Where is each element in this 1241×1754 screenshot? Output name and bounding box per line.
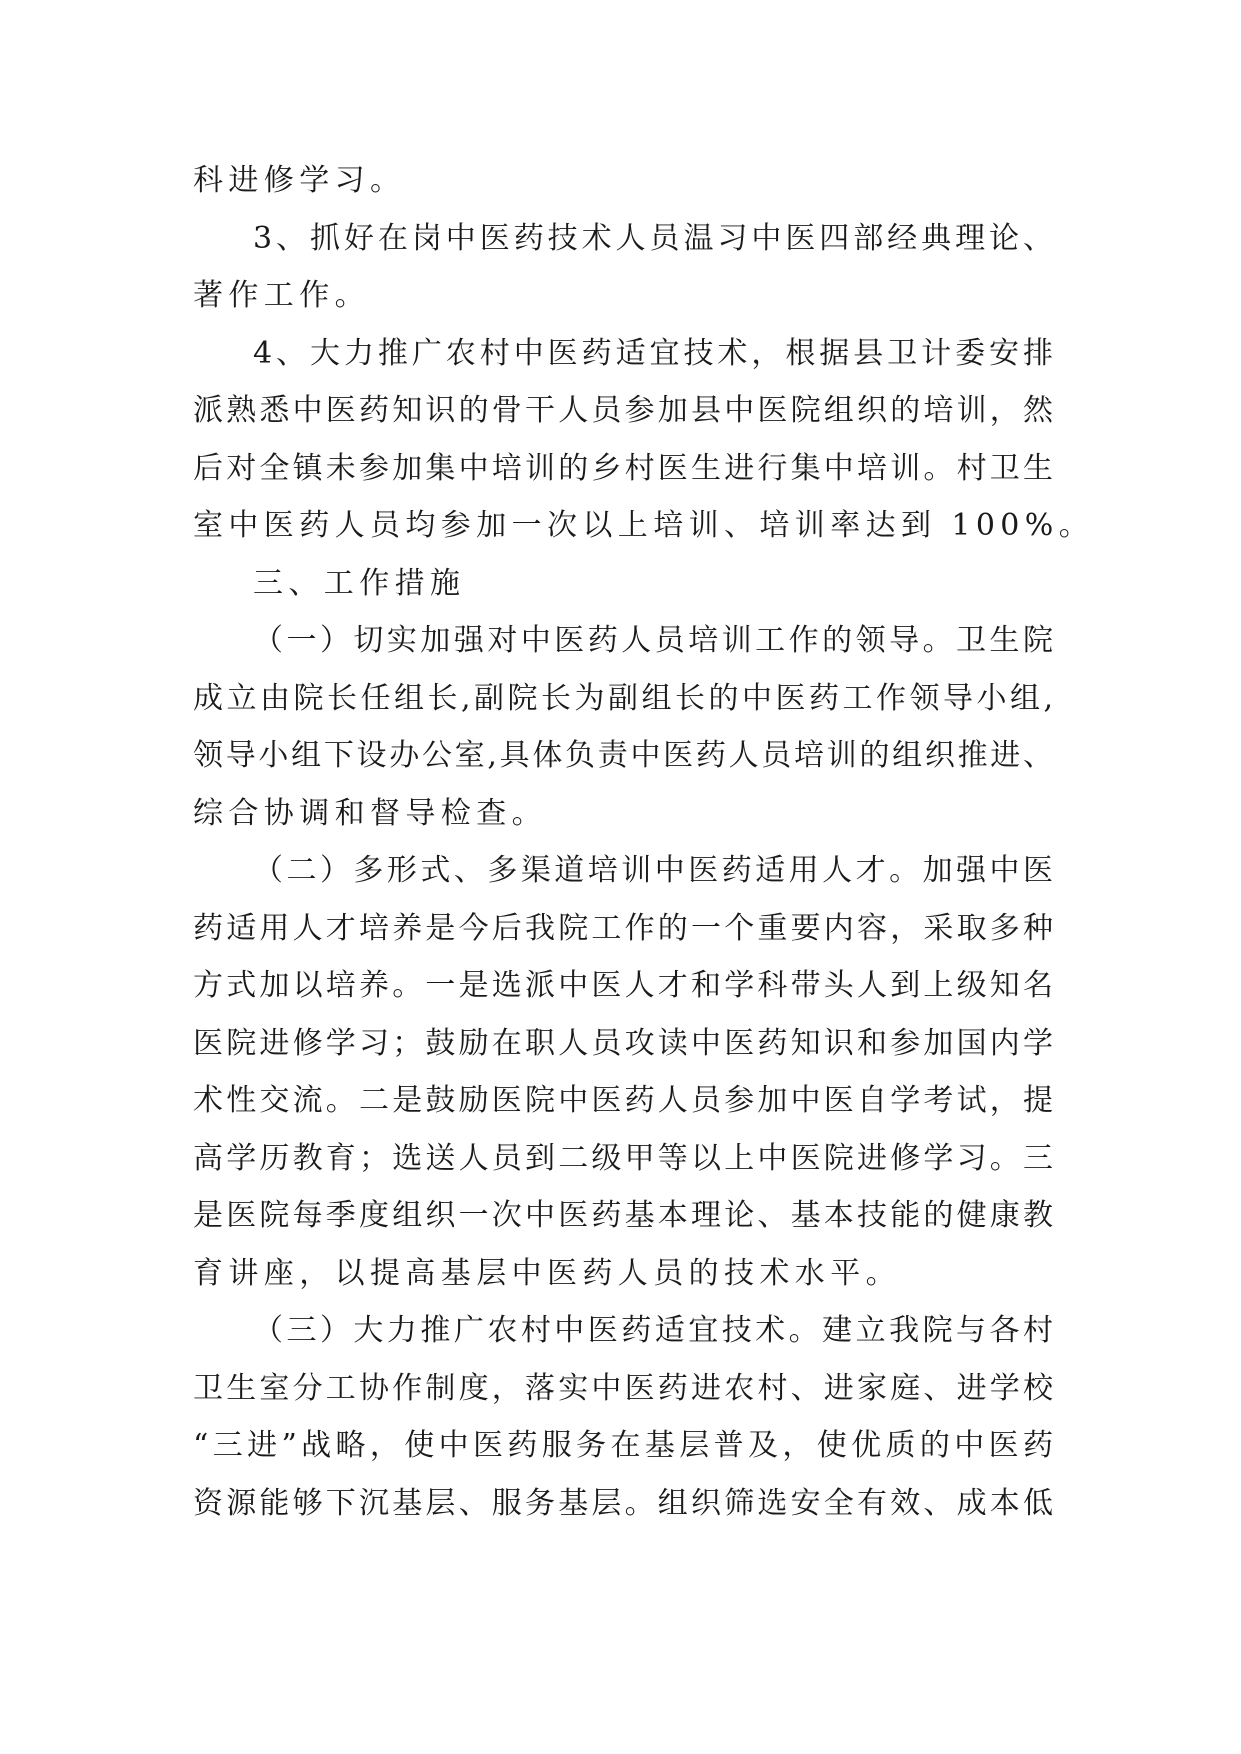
document-body — [193, 152, 1095, 1532]
text-line-10: 成立由院长任组长,副院长为副组长的中医药工作领导小组, — [193, 680, 1053, 716]
text-line-22: 卫生室分工协作制度，落实中医药进农村、进家庭、进学校 — [193, 1370, 1053, 1406]
text-line-21: （三）大力推广农村中医药适宜技术。建立我院与各村 — [253, 1313, 1053, 1348]
text-line-16: 医院进修学习；鼓励在职人员攻读中医药知识和参加国内学 — [193, 1025, 1053, 1061]
text-line-4: 4、大力推广农村中医药适宜技术，根据县卫计委安排 — [253, 335, 1053, 371]
text-line-5: 派熟悉中医药知识的骨干人员参加县中医院组织的培训，然 — [193, 393, 1053, 428]
text-line-17: 术性交流。二是鼓励医院中医药人员参加中医自学考试，提 — [193, 1083, 1053, 1118]
text-line-15: 方式加以培养。一是选派中医人才和学科带头人到上级知名 — [193, 968, 1053, 1003]
text-line-1: 科进修学习。 — [193, 163, 406, 198]
text-line-6: 后对全镇未参加集中培训的乡村医生进行集中培训。村卫生 — [193, 450, 1053, 486]
text-line-11: 领导小组下设办公室,具体负责中医药人员培训的组织推进、 — [193, 738, 1053, 773]
text-line-2: 3、抓好在岗中医药技术人员温习中医四部经典理论、 — [253, 220, 1053, 256]
text-line-23: “三进”战略，使中医药服务在基层普及，使优质的中医药 — [193, 1428, 1053, 1463]
text-line-9: （一）切实加强对中医药人员培训工作的领导。卫生院 — [253, 623, 1053, 658]
text-line-14: 药适用人才培养是今后我院工作的一个重要内容，采取多种 — [193, 910, 1053, 946]
text-line-24: 资源能够下沉基层、服务基层。组织筛选安全有效、成本低 — [193, 1485, 1053, 1521]
text-line-19: 是医院每季度组织一次中医药基本理论、基本技能的健康教 — [193, 1198, 1053, 1233]
text-line-18: 高学历教育；选送人员到二级甲等以上中医院进修学习。三 — [193, 1140, 1053, 1176]
text-line-3: 著作工作。 — [193, 278, 370, 313]
text-line-13: （二）多形式、多渠道培训中医药适用人才。加强中医 — [253, 853, 1053, 888]
section-heading: 三、工作措施 — [253, 565, 466, 601]
text-line-20: 育讲座，以提高基层中医药人员的技术水平。 — [193, 1255, 901, 1291]
text-line-12: 综合协调和督导检查。 — [193, 795, 547, 831]
text-line-7: 室中医药人员均参加一次以上培训、培训率达到 100%。 — [193, 508, 1095, 543]
